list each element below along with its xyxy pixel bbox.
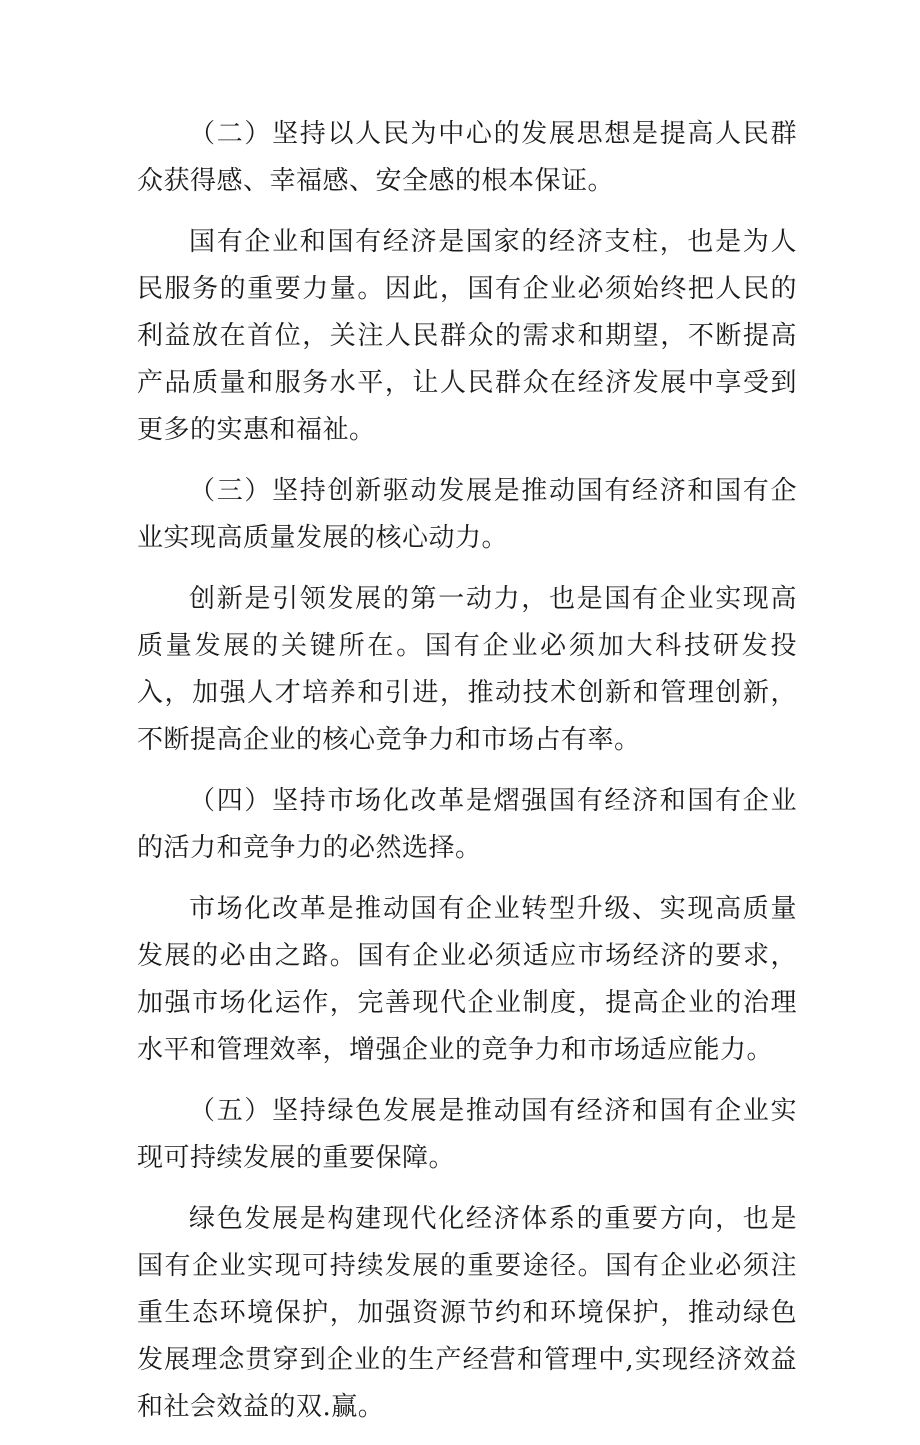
section-body-3: 创新是引领发展的第一动力，也是国有企业实现高质量发展的关键所在。国有企业必须加大科技研发投入，加强人才培养和引进，推动技术创新和管理创新，不断提高企业的核心竞争力和市场占有率。 bbox=[137, 584, 797, 755]
section-heading-2: （二）坚持以人民为中心的发展思想是提高人民群众获得感、幸福感、安全感的根本保证。 bbox=[137, 119, 797, 196]
section-heading-3: （三）坚持创新驱动发展是推动国有经济和国有企业实现高质量发展的核心动力。 bbox=[137, 476, 797, 553]
section-body-2: 国有企业和国有经济是国家的经济支柱，也是为人民服务的重要力量。因此，国有企业必须始终把人民的利益放在首位，关注人民群众的需求和期望，不断提高产品质量和服务水平，让人民群众在经济发展中享受到更多的实惠和福祉。 bbox=[137, 227, 797, 445]
document-body bbox=[137, 111, 797, 1445]
section-heading-5: （五）坚持绿色发展是推动国有经济和国有企业实现可持续发展的重要保障。 bbox=[137, 1096, 797, 1173]
section-heading-4: （四）坚持市场化改革是熠强国有经济和国有企业的活力和竞争力的必然选择。 bbox=[137, 786, 797, 863]
section-body-5: 绿色发展是构建现代化经济体系的重要方向，也是国有企业实现可持续发展的重要途径。国有企业必须注重生态环境保护，加强资源节约和环境保护，推动绿色发展理念贯穿到企业的生产经营和管理中,实现经济效益和社会效益的双.赢。 bbox=[137, 1204, 797, 1422]
section-body-4: 市场化改革是推动国有企业转型升级、实现高质量发展的必由之路。国有企业必须适应市场经济的要求，加强市场化运作，完善现代企业制度，提高企业的治理水平和管理效率，增强企业的竞争力和市场适应能力。 bbox=[137, 894, 797, 1065]
